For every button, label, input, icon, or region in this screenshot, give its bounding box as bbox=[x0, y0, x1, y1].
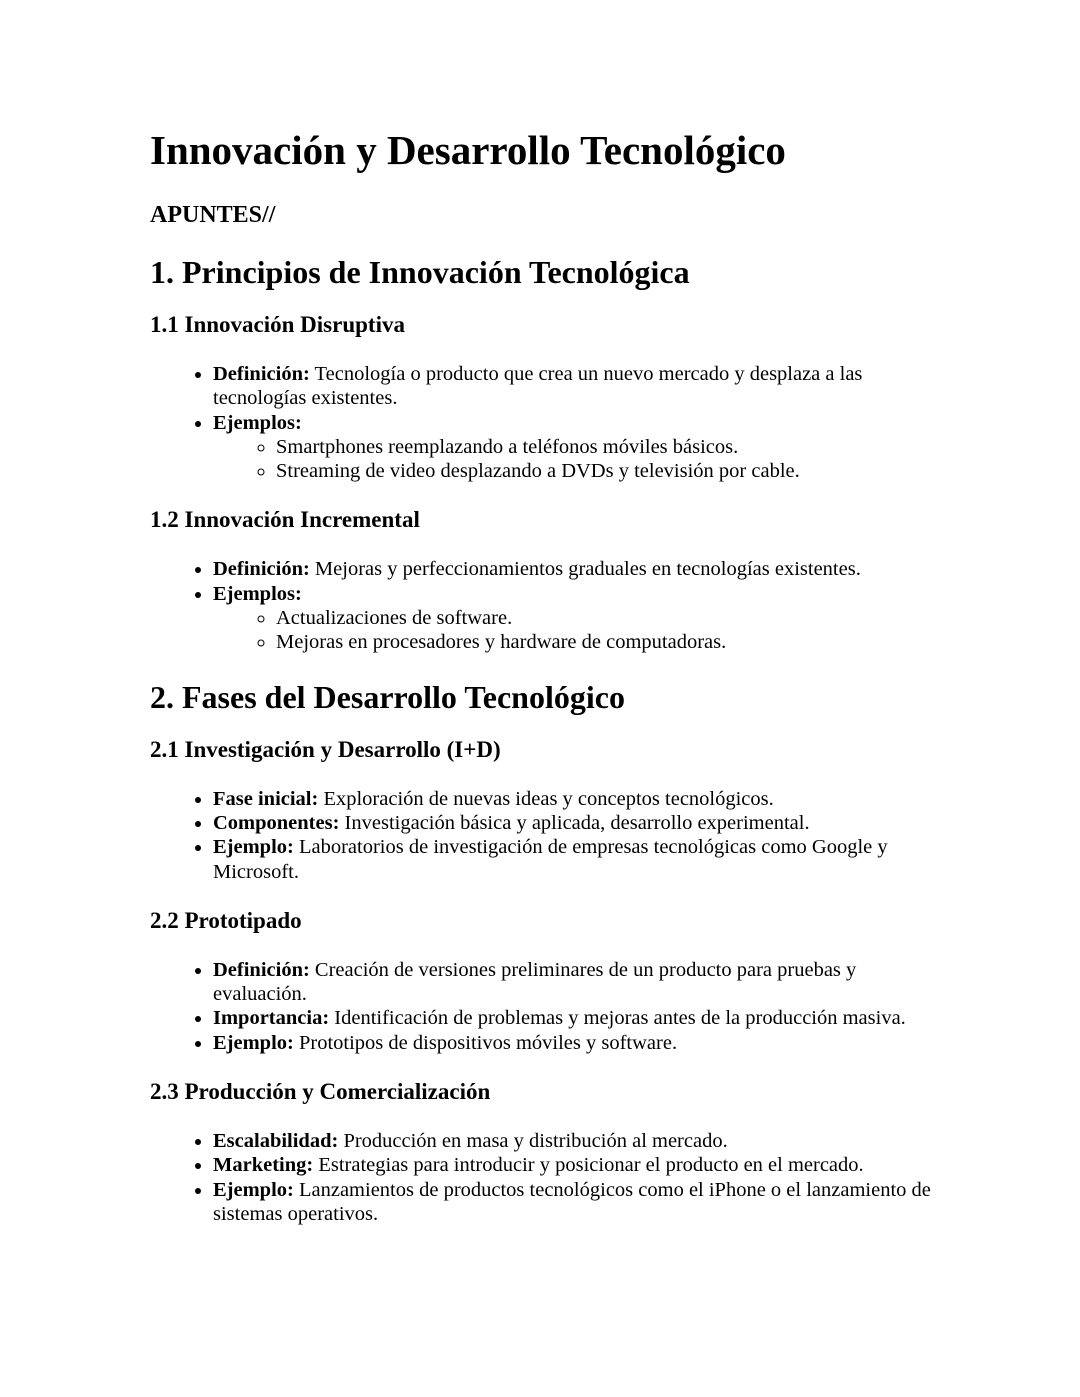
list-item bbox=[213, 362, 940, 411]
sub-list-item: ◦ Smartphones reemplazando a teléfonos móviles básicos. bbox=[276, 435, 940, 459]
sub-list-item: ◦ Actualizaciones de software. bbox=[276, 606, 940, 630]
item-text: Mejoras y perfeccionamientos graduales en tecnologías existentes. bbox=[309, 558, 861, 581]
item-label: Ejemplo: bbox=[213, 1178, 294, 1201]
item-label: Definición: bbox=[213, 363, 310, 385]
subsection-heading: 1.2 Innovación Incremental bbox=[150, 507, 420, 533]
item-text: Producción en masa y distribución al mercado. bbox=[338, 1130, 728, 1153]
item-label: Ejemplo: bbox=[213, 1031, 294, 1054]
document-subtitle: APUNTES// bbox=[150, 202, 276, 228]
list-item bbox=[213, 811, 940, 835]
subsection-heading: 2.1 Investigación y Desarrollo (I+D) bbox=[150, 736, 501, 762]
bullet-list bbox=[150, 787, 940, 884]
document-content bbox=[150, 252, 940, 1226]
list-item bbox=[213, 411, 940, 484]
list-item bbox=[213, 1153, 940, 1177]
list-item bbox=[213, 958, 940, 1007]
item-label: Ejemplos: bbox=[213, 582, 302, 605]
list-item bbox=[213, 582, 940, 655]
bullet-list bbox=[150, 362, 940, 483]
item-label: Ejemplo: bbox=[213, 836, 294, 859]
item-text: Creación de versiones preliminares de un producto para pruebas y evaluación. bbox=[213, 958, 857, 1006]
list-item bbox=[213, 1006, 940, 1030]
document bbox=[150, 122, 940, 1248]
item-label: Escalabilidad: bbox=[213, 1130, 339, 1153]
item-text: Laboratorios de investigación de empresas tecnológicas como Google y Microsoft. bbox=[213, 836, 888, 883]
document-title: Innovación y Desarrollo Tecnológico bbox=[150, 127, 786, 173]
item-label: Fase inicial: bbox=[213, 787, 319, 810]
sub-list bbox=[213, 435, 940, 484]
item-text: Lanzamientos de productos tecnológicos como el iPhone o el lanzamiento de sistemas operativos. bbox=[213, 1178, 931, 1225]
bullet-list bbox=[150, 1129, 940, 1226]
sub-list bbox=[213, 606, 940, 655]
section-heading: 2. Fases del Desarrollo Tecnológico bbox=[150, 678, 625, 715]
item-label: Marketing: bbox=[213, 1154, 314, 1177]
item-text: Tecnología o producto que crea un nuevo mercado y desplaza a las tecnologías existentes. bbox=[213, 363, 863, 410]
item-label: Definición: bbox=[213, 558, 310, 581]
item-text: Estrategias para introducir y posicionar el producto en el mercado. bbox=[313, 1154, 864, 1177]
item-text: Identificación de problemas y mejoras antes de la producción masiva. bbox=[329, 1007, 906, 1030]
item-text: Prototipos de dispositivos móviles y software. bbox=[293, 1031, 678, 1054]
item-label: Componentes: bbox=[213, 811, 340, 834]
subsection-heading: 2.2 Prototipado bbox=[150, 907, 302, 933]
list-item bbox=[213, 787, 940, 811]
subsection-heading: 2.3 Producción y Comercialización bbox=[150, 1079, 491, 1105]
item-label: Importancia: bbox=[213, 1007, 330, 1030]
bullet-list bbox=[150, 958, 940, 1055]
subsection-heading: 1.1 Innovación Disruptiva bbox=[150, 312, 405, 337]
section-heading: 1. Principios de Innovación Tecnológica bbox=[150, 254, 690, 290]
item-text: Exploración de nuevas ideas y conceptos tecnológicos. bbox=[318, 787, 774, 810]
list-item bbox=[213, 1031, 940, 1055]
item-label: Definición: bbox=[213, 958, 310, 981]
list-item bbox=[213, 557, 940, 581]
list-item bbox=[213, 1129, 940, 1153]
item-label: Ejemplos: bbox=[213, 411, 302, 434]
sub-list-item: ◦ Mejoras en procesadores y hardware de computadoras. bbox=[276, 630, 940, 654]
bullet-list bbox=[150, 557, 940, 654]
item-text: Investigación básica y aplicada, desarrollo experimental. bbox=[339, 811, 810, 834]
list-item bbox=[213, 835, 940, 884]
sub-list-item: ◦ Streaming de video desplazando a DVDs y televisión por cable. bbox=[276, 459, 940, 483]
list-item bbox=[213, 1178, 940, 1227]
